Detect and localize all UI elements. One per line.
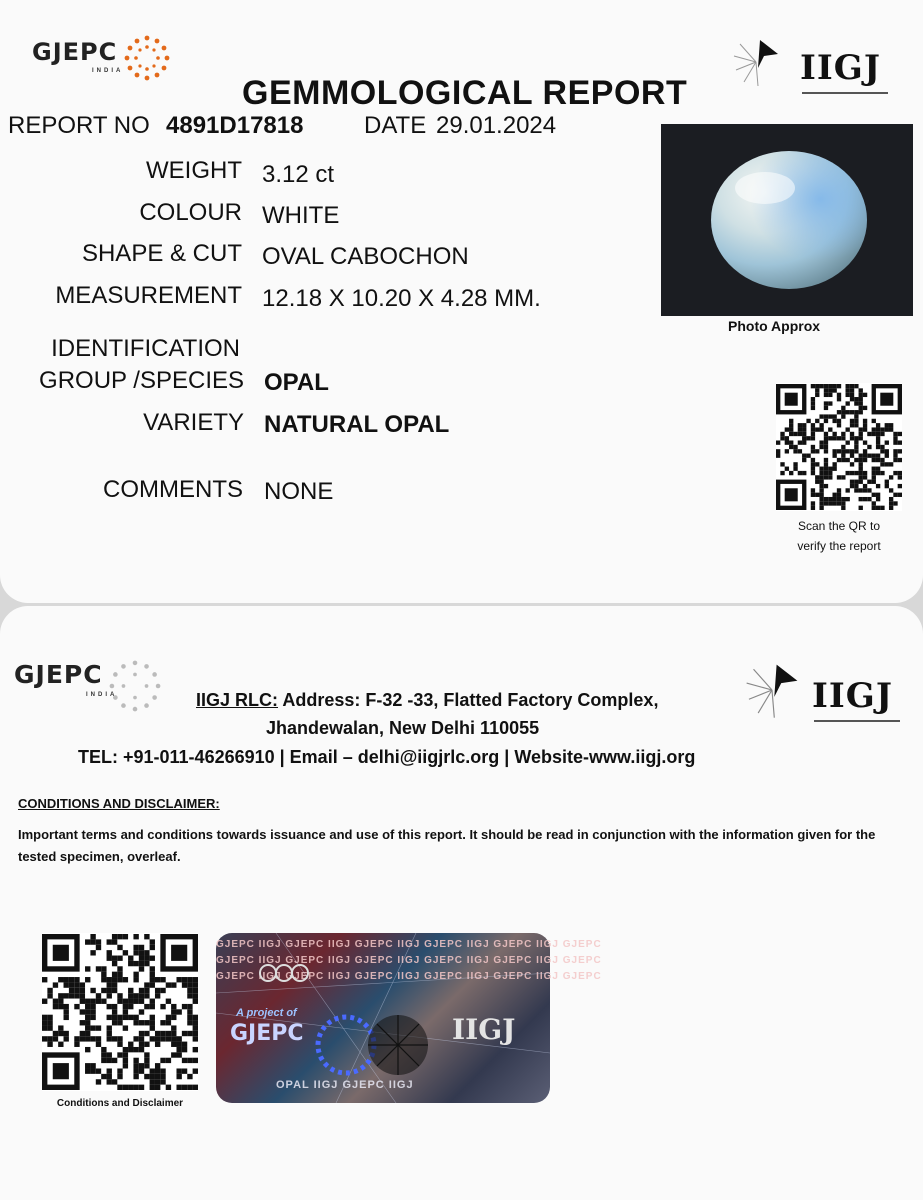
colour-value: WHITE — [262, 202, 340, 229]
hologram-gjepc-text: GJEPC — [230, 1021, 304, 1046]
report-no-value: 4891D17818 — [166, 112, 304, 139]
variety-value: NATURAL OPAL — [264, 411, 450, 438]
group-value: OPAL — [264, 369, 329, 396]
colour-label: COLOUR — [139, 199, 242, 226]
iigj-logo — [732, 36, 892, 100]
opal-stone-image — [661, 124, 913, 316]
hologram-bottom-text: OPAL IIGJ GJEPC IIGJ — [276, 1079, 414, 1091]
gjepc-logo-back-text: GJEPC — [14, 660, 103, 689]
iigj-logo-text: IIGJ — [800, 48, 881, 88]
iigj-logo-underline — [802, 92, 888, 94]
shape-label: SHAPE & CUT — [81, 240, 242, 267]
qr-caption-line1: Scan the QR to — [797, 519, 881, 533]
hologram-project-text: A project of — [236, 1007, 297, 1019]
gjepc-logo-text: GJEPC — [32, 38, 118, 66]
verify-qr-code[interactable] — [776, 383, 902, 511]
identification-label: IDENTIFICATION — [51, 335, 240, 362]
address-text: Address: F-32 -33, Flatted Factory Complex, — [278, 690, 659, 710]
hologram-iigj-text: IIGJ — [452, 1013, 516, 1046]
photo-caption: Photo Approx — [728, 318, 821, 334]
conditions-heading: CONDITIONS AND DISCLAIMER: — [18, 796, 220, 811]
measurement-label: MEASUREMENT — [55, 282, 242, 309]
gjepc-logo-sub: INDIA — [92, 68, 124, 74]
group-label: GROUP /SPECIES — [39, 367, 244, 394]
conditions-text: Important terms and conditions towards issuance and use of this report. It should be read in conjunction with the information given for the tested specimen, overleaf. — [18, 827, 876, 864]
gjepc-logo-back-sub: INDIA — [86, 692, 118, 698]
iigj-logo-back-underline — [814, 720, 900, 722]
contact-line: TEL: +91-011-46266910 | Email – delhi@iigjrlc.org | Website-www.iigj.org — [78, 747, 696, 767]
address-label: IIGJ RLC: — [196, 690, 279, 710]
qr-caption — [786, 516, 892, 556]
weight-value: 3.12 ct — [262, 161, 335, 188]
qr-code-icon — [776, 383, 902, 511]
conditions-qr-code[interactable] — [42, 933, 198, 1091]
report-no-label: REPORT NO — [8, 112, 150, 139]
conditions-qr-caption: Conditions and Disclaimer — [56, 1098, 184, 1109]
gjepc-logo-back — [14, 660, 165, 716]
hologram-band-1: GJEPC IIGJ GJEPC IIGJ GJEPC IIGJ GJEPC IIGJ GJEPC IIGJ GJEPC — [216, 939, 602, 950]
weight-label: WEIGHT — [146, 157, 242, 184]
gjepc-logo — [32, 38, 173, 84]
qr-caption-line2: verify the report — [797, 539, 881, 553]
iigj-emblem-back-icon — [744, 660, 800, 720]
comments-value: NONE — [264, 478, 334, 505]
hologram-band-2: GJEPC IIGJ GJEPC IIGJ GJEPC IIGJ GJEPC IIGJ GJEPC IIGJ GJEPC — [216, 955, 602, 966]
iigj-logo-back-text: IIGJ — [812, 676, 893, 716]
iigj-emblem-icon — [732, 36, 780, 88]
report-title: GEMMOLOGICAL REPORT — [242, 74, 688, 112]
measurement-value: 12.18 X 10.20 X 4.28 MM. — [262, 285, 541, 312]
address-line-2: Jhandewalan, New Delhi 110055 — [266, 718, 540, 738]
shape-value: OVAL CABOCHON — [262, 243, 469, 270]
gjepc-sunburst-icon — [121, 32, 173, 84]
address-line-1 — [196, 690, 658, 711]
hologram-band-3: GJEPC IIGJ GJEPC IIGJ GJEPC IIGJ GJEPC IIGJ GJEPC IIGJ GJEPC — [216, 971, 602, 982]
date-label: DATE — [364, 112, 427, 139]
iigj-logo-back — [744, 660, 904, 728]
security-hologram — [216, 933, 602, 1103]
qr-code-back-icon — [42, 933, 198, 1091]
gjepc-sunburst-back-icon — [105, 656, 165, 716]
variety-label: VARIETY — [143, 409, 244, 436]
gemstone-photo — [661, 124, 913, 316]
date-value: 29.01.2024 — [436, 112, 557, 139]
comments-label: COMMENTS — [103, 476, 243, 503]
